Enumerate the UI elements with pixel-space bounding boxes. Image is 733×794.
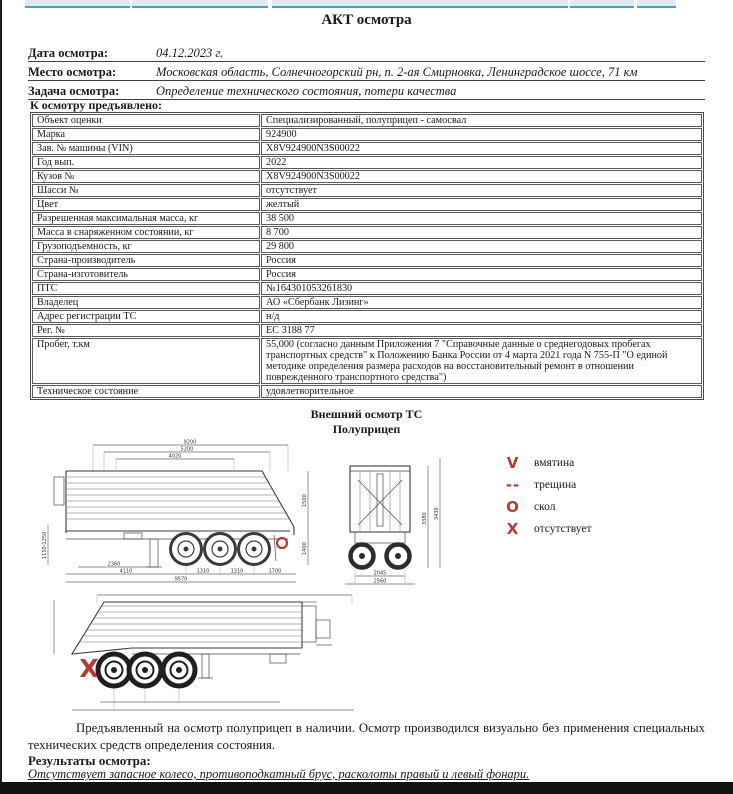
table-cell-label: Шасси № — [32, 184, 260, 197]
table-row — [32, 114, 702, 127]
wheels — [98, 654, 195, 686]
dimension-label: 1700 — [268, 568, 282, 575]
info-row — [28, 43, 705, 62]
table-cell-label: ПТС — [32, 282, 260, 295]
dimension-label: 1400 — [302, 542, 308, 555]
table-cell-label: Год вып. — [32, 156, 260, 169]
info-value: Московская область, Солнечногорский рн, п. 2-ая Смирновка, Ленинградское шоссе, 71 км — [156, 65, 638, 79]
table-row — [32, 338, 702, 384]
table-cell-label: Адрес регистрации ТС — [32, 310, 260, 323]
dimension-label: 2360 — [107, 561, 121, 568]
legend-item — [492, 452, 592, 474]
table-row — [32, 385, 702, 398]
dimension-label: 4020 — [168, 453, 182, 460]
closing-paragraph: Предъявленный на осмотр полуприцеп в наличии. Осмотр производился визуально без применения специальных технических средств определения состояния. — [28, 721, 705, 753]
legend-label: вмятина — [534, 457, 575, 469]
table-cell-value: X8V924900N3S00022 — [261, 142, 702, 155]
table-cell-label: Объект оценки — [32, 114, 260, 127]
dimension-label: 3380 — [422, 512, 428, 525]
legend-item — [492, 496, 592, 518]
info-label: Задача осмотра: — [28, 84, 120, 98]
dimension-label: 9570 — [174, 576, 188, 583]
table-row — [32, 282, 702, 295]
results-text: Отсутствует запасное колесо, противоподкатный брус, расколоты правый и левый фонари. — [28, 767, 530, 781]
damage-legend — [492, 452, 592, 540]
legend-symbol-icon: -- — [505, 476, 521, 494]
table-cell-label: Разрешенная максимальная масса, кг — [32, 212, 260, 225]
trailer-front-body — [350, 466, 410, 543]
table-cell-value: отсутствует — [261, 184, 702, 197]
table-cell-value: 29 800 — [261, 240, 702, 253]
info-label: Дата осмотра: — [28, 46, 109, 60]
dimension-label: 1310 — [196, 568, 210, 575]
top-strip-segment — [637, 0, 676, 8]
table-row — [32, 324, 702, 337]
table-row — [32, 184, 702, 197]
table-row — [32, 142, 702, 155]
table-cell-value: н/д — [261, 310, 702, 323]
table-row — [32, 226, 702, 239]
top-strip-segment — [570, 0, 634, 8]
scan-bottom-bar — [0, 782, 733, 794]
table-row — [32, 254, 702, 267]
table-cell-value: ЕС 3188 77 — [261, 324, 702, 337]
legend-symbol-icon: X — [506, 520, 520, 538]
table-cell-label: Техническое состояние — [32, 385, 260, 398]
dimension-label: 1500 — [302, 494, 308, 507]
chip-damage-marker-icon — [277, 538, 287, 548]
table-cell-value: желтый — [261, 198, 702, 211]
dimension-label: 3430 — [434, 507, 440, 520]
side-view-drawing — [38, 437, 338, 589]
table-cell-label: Кузов № — [32, 170, 260, 183]
legend-label: скол — [534, 501, 556, 513]
table-cell-value: №164301053261830 — [261, 282, 702, 295]
table-cell-label: Страна-производитель — [32, 254, 260, 267]
presented-heading: К осмотру предъявлено: — [30, 98, 163, 112]
vehicle-table — [30, 112, 704, 400]
support-leg — [150, 539, 158, 567]
table-row — [32, 198, 702, 211]
table-cell-value: Россия — [261, 254, 702, 267]
legend-item — [492, 474, 592, 496]
dimension-lines — [54, 595, 354, 711]
table-cell-value: 924900 — [261, 128, 702, 141]
page-title: АКТ осмотра — [321, 12, 412, 28]
legend-label: трещина — [534, 479, 577, 491]
table-row — [32, 212, 702, 225]
scan-left-edge — [0, 0, 2, 794]
table-cell-label: Страна-изготовитель — [32, 268, 260, 281]
dimension-label: 9200 — [183, 439, 197, 446]
inspection-heading: Внешний осмотр ТС — [310, 407, 423, 421]
table-cell-label: Пробег, т.км — [32, 338, 260, 384]
front-view-drawing — [328, 440, 473, 592]
table-row — [32, 128, 702, 141]
table-row — [32, 170, 702, 183]
info-row — [28, 62, 705, 81]
dimension-label: 1150-1250 — [42, 531, 48, 559]
table-cell-value: удовлетворительное — [261, 385, 702, 398]
legend-item — [492, 518, 592, 540]
table-cell-label: Зав. № машины (VIN) — [32, 142, 260, 155]
top-strip-segment — [132, 0, 268, 8]
dimension-label: 5200 — [180, 446, 194, 453]
table-row — [32, 310, 702, 323]
left-side-view-drawing — [42, 590, 397, 718]
top-strip-segment — [272, 0, 568, 8]
dimension-label: 2560 — [373, 578, 387, 585]
table-cell-label: Владелец — [32, 296, 260, 309]
table-cell-value: Россия — [261, 268, 702, 281]
table-cell-value: 55,000 (согласно данным Приложения 7 "Справочные данные о среднегодовых пробегах транспортных средств" к Положению Банка России от 4 марта 2021 года N 755-П "О единой методике определения размера расходов на восстановительный ремонт в отношении поврежденного транспортного средства") — [261, 338, 702, 384]
info-value: Определение технического состояния, потери качества — [156, 84, 457, 98]
table-cell-value: X8V924900N3S00022 — [261, 170, 702, 183]
table-cell-label: Рег. № — [32, 324, 260, 337]
info-value: 04.12.2023 г. — [156, 46, 224, 60]
table-cell-label: Цвет — [32, 198, 260, 211]
table-cell-label: Масса в снаряженном состоянии, кг — [32, 226, 260, 239]
table-row — [32, 268, 702, 281]
legend-symbol-icon: O — [506, 498, 520, 516]
table-cell-label: Грузоподъемность, кг — [32, 240, 260, 253]
table-cell-value: 38 500 — [261, 212, 702, 225]
missing-part-marker-icon: X — [79, 654, 99, 683]
table-row — [32, 296, 702, 309]
top-strip-segment — [25, 0, 130, 8]
table-cell-value: 8 700 — [261, 226, 702, 239]
table-row — [32, 156, 702, 169]
support-leg — [202, 654, 209, 678]
results-heading: Результаты осмотра: — [28, 753, 151, 768]
table-cell-value: Специализированный, полуприцеп - самосвал — [261, 114, 702, 127]
inspection-info — [28, 43, 705, 100]
dimension-label: 1310 — [230, 568, 244, 575]
info-label: Место осмотра: — [28, 65, 117, 79]
wheels — [351, 545, 410, 568]
legend-symbol-icon: V — [506, 454, 520, 472]
wheels — [171, 534, 270, 565]
legend-label: отсутствует — [534, 523, 592, 535]
table-row — [32, 240, 702, 253]
table-cell-value: АО «Сбербанк Лизинг» — [261, 296, 702, 309]
table-cell-value: 2022 — [261, 156, 702, 169]
dimension-label: 2045 — [373, 570, 387, 577]
inspection-subheading: Полуприцеп — [332, 422, 401, 436]
tailgate — [302, 606, 316, 642]
table-cell-label: Марка — [32, 128, 260, 141]
dimension-label: 4110 — [119, 568, 133, 575]
